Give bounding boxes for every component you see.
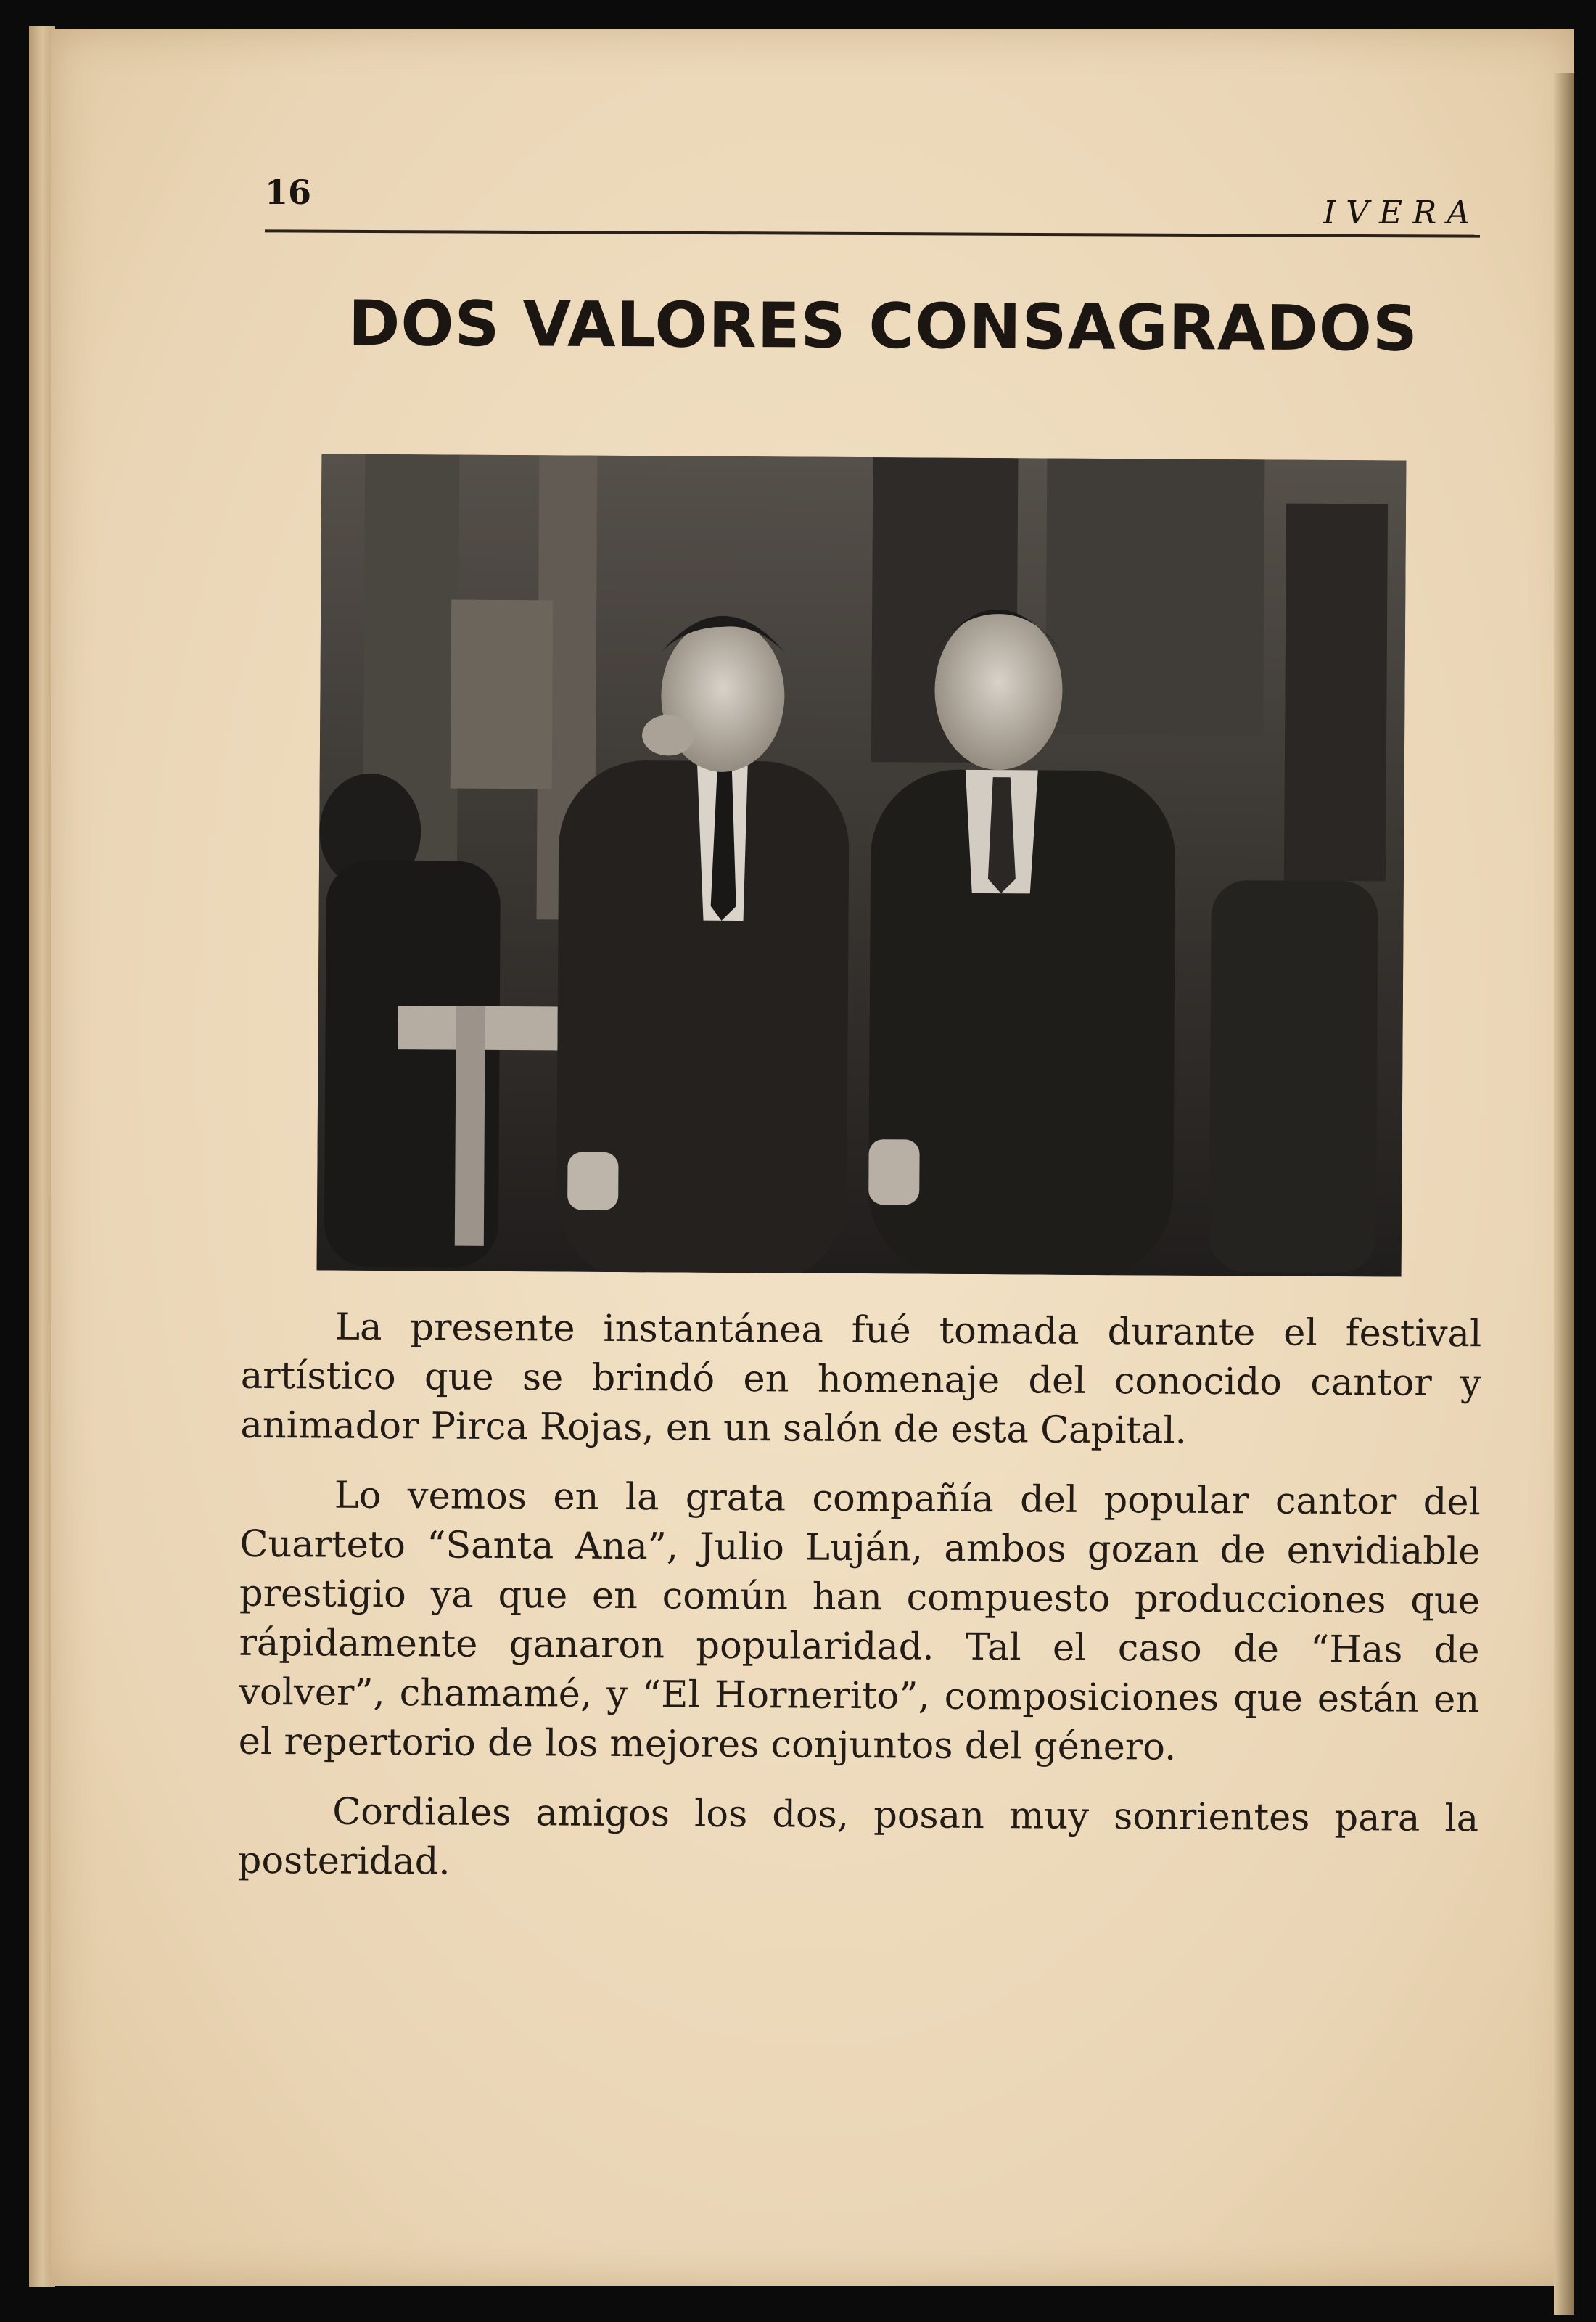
article-title: DOS VALORES CONSAGRADOS: [347, 287, 1419, 366]
paragraph-1: La presente instantánea fué tomada durante el festival artístico que se brindó en homenaje del conocido cantor y animador Pirca Rojas, en un salón de esta Capital.: [240, 1305, 1482, 1453]
page-number: 16: [265, 173, 312, 212]
article-photo: [317, 454, 1407, 1276]
page-right-edge: [1554, 73, 1574, 2315]
paragraph-2: Lo vemos en la grata compañía del popular cantor del Cuarteto “Santa Ana”, Julio Luján, ambos gozan de envidiable prestigio ya que en común han compuesto producciones que rápidamente ganaron popularidad. Tal el caso de “Has de volver”, chamamé, y “El Hornerito”, composiciones que están en el repertorio de los mejores conjuntos del género.: [238, 1474, 1481, 1769]
page-header: [265, 173, 1480, 231]
article-body: [238, 1302, 1482, 1893]
running-head: IVERA: [1323, 194, 1480, 231]
photo-illustration: [317, 454, 1407, 1276]
paragraph-3: Cordiales amigos los dos, posan muy sonrientes para la posteridad.: [237, 1790, 1479, 1884]
